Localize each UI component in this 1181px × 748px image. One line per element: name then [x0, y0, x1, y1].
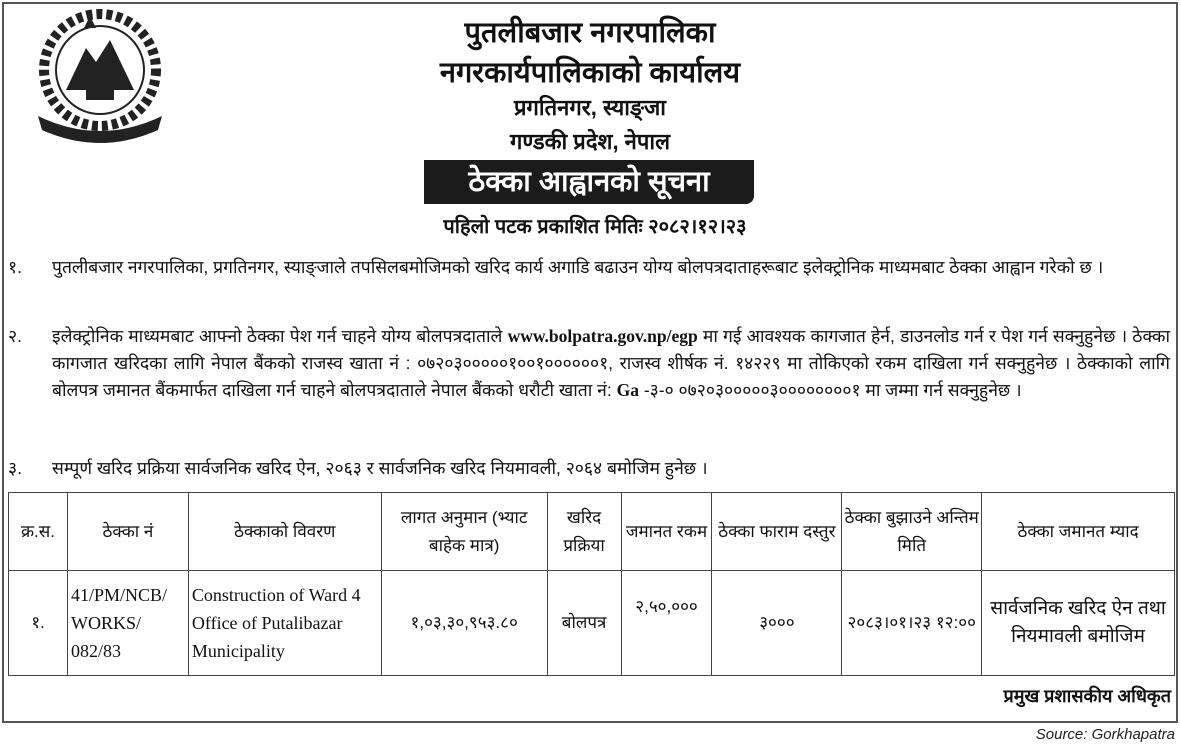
paragraph-1 [8, 254, 1176, 281]
header-cell: ठेक्का बुझाउने अन्तिम मिति [842, 493, 982, 571]
office-name: नगरकार्यपालिकाको कार्यालय [439, 57, 741, 89]
text-part: इलेक्ट्रोनिक माध्यमबाट आफ्नो ठेक्का पेश गर्न चाहने योग्य बोलपत्रदाताले [52, 326, 503, 346]
procurement-method-cell: बोलपत्र [547, 571, 621, 676]
table-header-row [9, 493, 1175, 571]
cost-estimate-cell: १,०३,३०,९५३.८० [381, 571, 547, 676]
municipality-name: पुतलीबजार नगरपालिका [464, 17, 716, 49]
paragraph-number: २. [8, 326, 22, 346]
paragraph-3 [8, 455, 1176, 482]
bid-security-cell: २,५०,००० [621, 571, 712, 676]
serial-cell: १. [9, 571, 68, 676]
form-fee-cell: ३००० [712, 571, 842, 676]
text-part: मा गई आवश्यक कागजात हेर्न, डाउनलोड गर्न र पेश गर्न सक्नुहुनेछ । ठेक्का कागजात खरिदका लागि नेपाल बैंकको राजस्व खाता नं : ०७२०३०००००१००१००००००१, राजस्व शीर्षक नं. १४२२९ मा तोकिएको रकम दाखिला गर्न सक्नुहुनेछ । ठेक्काको लागि बोलपत्र जमानत बैंकमार्फत दाखिला गर्न चाहने बोलपत्रदाताले नेपाल बैंकको धरौटी खाता नं: [52, 326, 1170, 400]
bolpatra-link[interactable]: www.bolpatra.gov.np/egp [507, 326, 698, 346]
notice-title: ठेक्का आह्वानको सूचना [424, 160, 754, 204]
header-cell: ठेक्का जमानत म्याद [982, 493, 1175, 571]
paragraph-number: ३. [8, 458, 22, 478]
deadline-cell: २०८३।०१।२३ १२:०० [842, 571, 982, 676]
paragraph-text: सम्पूर्ण खरिद प्रक्रिया सार्वजनिक खरिद ऐन, २०६३ र सार्वजनिक खरिद नियमावली, २०६४ बमोजिम हुनेछ । [52, 458, 708, 478]
header-cell: क्र.स. [9, 493, 68, 571]
office-address: प्रगतिनगर, स्याङ्जा [513, 95, 666, 120]
source-credit: Source: Gorkhapatra [1035, 726, 1175, 743]
nepal-emblem-icon [30, 6, 170, 144]
tender-table [8, 492, 1175, 676]
header-cell: जमानत रकम [621, 493, 712, 571]
header-cell: ठेक्का फाराम दस्तुर [712, 493, 842, 571]
contract-no-cell: 41/PM/NCB/ WORKS/ 082/83 [67, 571, 188, 676]
paragraph-text [52, 323, 1176, 404]
publish-date: पहिलो पटक प्रकाशित मितिः २०८२।१२।२३ [443, 216, 747, 238]
signatory: प्रमुख प्रशासकीय अधिकृत [1003, 686, 1171, 706]
security-validity-cell: सार्वजनिक खरिद ऐन तथा नियमावली बमोजिम [982, 571, 1175, 676]
header-cell: खरिद प्रक्रिया [547, 493, 621, 571]
account-prefix: Ga [616, 380, 639, 400]
text-part: -३-० ०७२०३०००००३००००००००१ मा जम्मा गर्न सक्नुहुनेछ । [643, 380, 1022, 400]
paragraph-2 [8, 323, 1176, 404]
paragraph-text: पुतलीबजार नगरपालिका, प्रगतिनगर, स्याङ्जाले तपसिलबमोजिमको खरिद कार्य अगाडि बढाउन योग्य बोलपत्रदाताहरूबाट इलेक्ट्रोनिक माध्यमबाट ठेक्का आह्वान गरेको छ । [52, 257, 1104, 277]
header-cell: लागत अनुमान (भ्याट बाहेक मात्र) [381, 493, 547, 571]
paragraph-number: १. [8, 257, 22, 277]
description-cell: Construction of Ward 4 Office of Putalibazar Municipality [188, 571, 381, 676]
province-country: गण्डकी प्रदेश, नेपाल [509, 129, 671, 154]
header-cell: ठेक्काको विवरण [188, 493, 381, 571]
header-cell: ठेक्का नं [67, 493, 188, 571]
table-row [9, 571, 1175, 676]
